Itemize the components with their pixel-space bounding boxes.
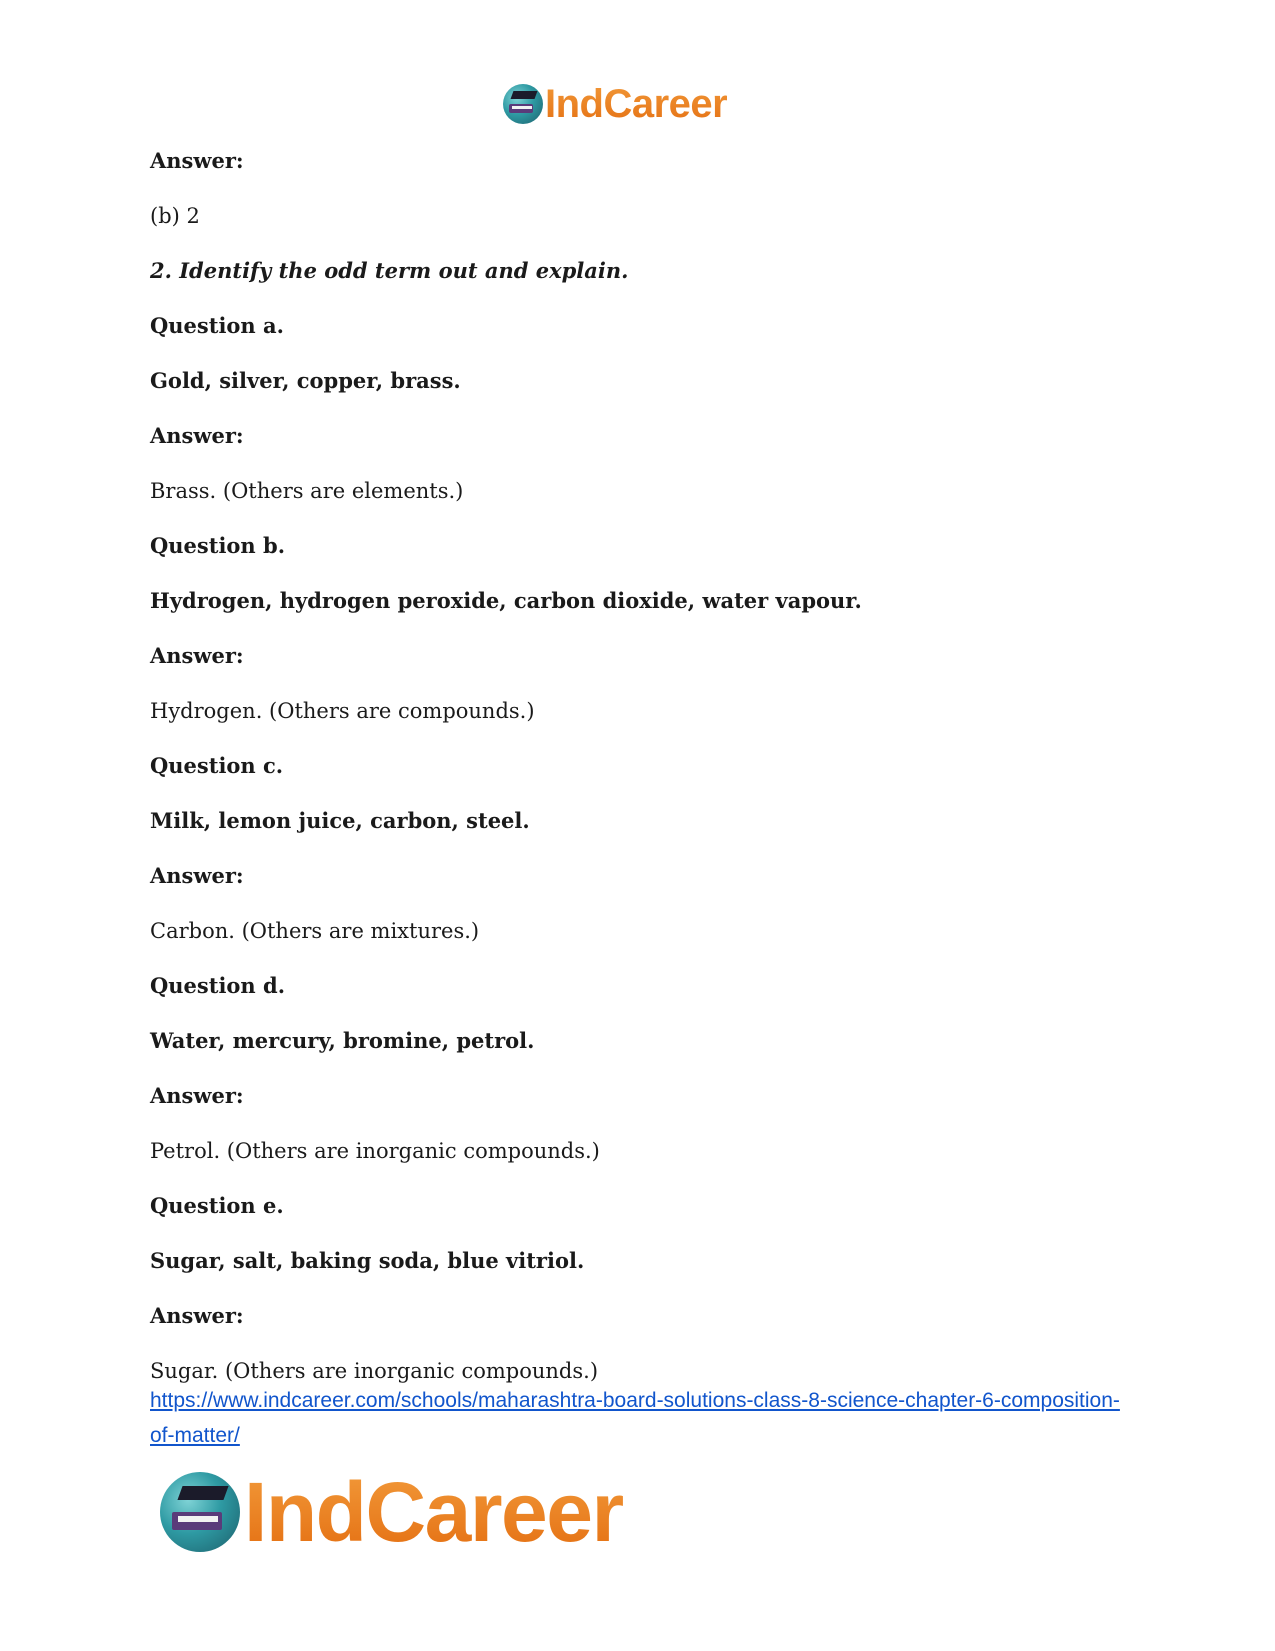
footer-logo-text: IndCareer [244,1465,623,1559]
question-text: Sugar, salt, baking soda, blue vitriol. [150,1248,585,1273]
graduation-cap-icon [503,84,543,124]
answer-label: Answer: [150,1083,244,1108]
answer-label: Answer: [150,423,244,448]
question-label: Question e. [150,1193,284,1218]
question-label: Question a. [150,313,284,338]
answer-text: Carbon. (Others are mixtures.) [150,919,480,943]
document-body [150,144,1150,1409]
answer-text: Hydrogen. (Others are compounds.) [150,699,535,723]
footer-logo [160,1465,623,1559]
section-heading: 2. Identify the odd term out and explain. [150,258,629,283]
source-link[interactable]: https://www.indcareer.com/schools/maharashtra-board-solutions-class-8-science-chapter-6-composition-of-matter/ [150,1389,1120,1447]
answer-label: Answer: [150,863,244,888]
answer-text: Petrol. (Others are inorganic compounds.) [150,1139,600,1163]
header-logo [503,80,727,128]
answer-label: Answer: [150,148,244,173]
question-label: Question d. [150,973,286,998]
answer-label: Answer: [150,643,244,668]
header-logo-text: IndCareer [545,82,728,126]
question-text: Hydrogen, hydrogen peroxide, carbon dioxide, water vapour. [150,588,862,613]
question-text: Water, mercury, bromine, petrol. [150,1028,535,1053]
graduation-cap-icon [160,1472,240,1552]
answer-text: (b) 2 [150,204,200,228]
answer-text: Sugar. (Others are inorganic compounds.) [150,1359,599,1383]
answer-label: Answer: [150,1303,244,1328]
question-label: Question c. [150,753,284,778]
answer-text: Brass. (Others are elements.) [150,479,464,503]
question-text: Gold, silver, copper, brass. [150,368,461,393]
question-label: Question b. [150,533,286,558]
question-text: Milk, lemon juice, carbon, steel. [150,808,530,833]
